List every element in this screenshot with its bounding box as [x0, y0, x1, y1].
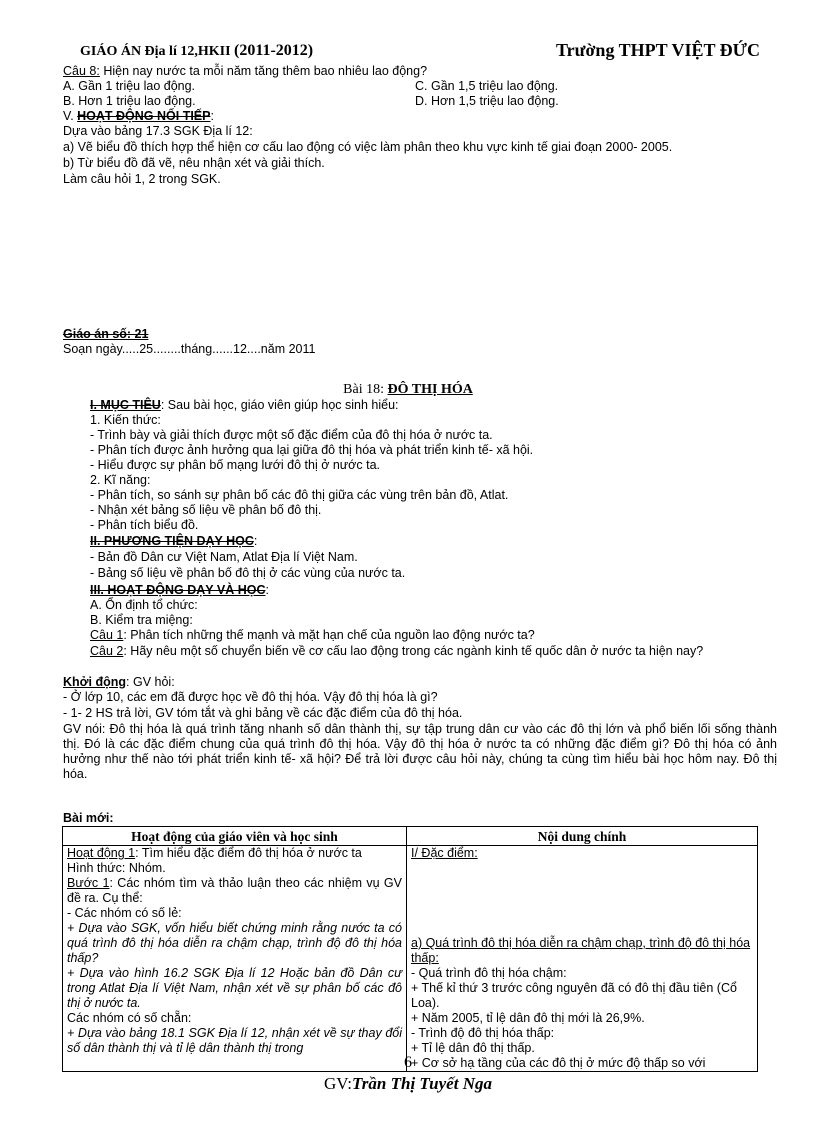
odd-group-task: + Dựa vào SGK, vốn hiểu biết chứng minh rằng nước ta có quá trình đô thị hóa diễn ra chậm chạp, trình độ đô thị hóa thấp?	[67, 921, 402, 965]
objectives-line: - Hiểu được sự phân bố mạng lưới đô thị ở nước ta.	[90, 458, 380, 472]
header-school: Trường THPT VIỆT ĐỨC	[556, 40, 760, 60]
new-lesson-label: Bài mới:	[63, 811, 114, 825]
content-spacer	[411, 861, 753, 936]
table-row	[63, 846, 758, 1072]
oral-question-2	[90, 644, 777, 659]
question-8-text: Hiện nay nước ta mỗi năm tăng thêm bao nhiêu lao động?	[99, 64, 428, 78]
objectives-heading	[90, 398, 399, 413]
next-activity-line: b) Từ biểu đồ đã vẽ, nêu nhận xét và giải thích.	[63, 156, 325, 170]
oral-question-1	[90, 628, 535, 643]
content-line: + Tỉ lệ dân đô thị thấp.	[411, 1041, 535, 1055]
equipment-colon: :	[253, 534, 258, 548]
objectives-line: - Phân tích, so sánh sự phân bố các đô thị giữa các vùng trên bản đồ, Atlat.	[90, 488, 509, 502]
table-header-activities: Hoạt động của giáo viên và học sinh	[63, 827, 407, 846]
warmup-title: Khởi động	[63, 675, 127, 689]
footer-prefix: GV:	[324, 1074, 353, 1093]
content-line: - Trình độ đô thị hóa thấp:	[411, 1026, 555, 1040]
activities-colon: :	[265, 583, 269, 597]
activities-line: B. Kiểm tra miệng:	[90, 613, 193, 627]
question-8	[63, 64, 427, 79]
activity-1	[67, 846, 402, 861]
warmup-line: - 1- 2 HS trả lời, GV tóm tắt và ghi bảng về các đặc điểm của đô thị hóa.	[63, 706, 463, 720]
next-activity-line: Làm câu hỏi 1, 2 trong SGK.	[63, 172, 221, 186]
teacher-signature: Trần Thị Tuyết Nga	[352, 1074, 492, 1093]
step-1-text: : Các nhóm tìm và thảo luận theo các nhiệm vụ GV đề ra. Cụ thể:	[67, 876, 402, 905]
activity-1-label: Hoạt động 1	[67, 846, 136, 860]
equipment-heading	[90, 534, 257, 549]
next-activity-line: Dựa vào bảng 17.3 SGK Địa lí 12:	[63, 124, 253, 138]
teacher-student-cell	[63, 846, 407, 1072]
objectives-line: 2. Kĩ năng:	[90, 473, 151, 487]
equipment-line: - Bản đồ Dân cư Việt Nam, Atlat Địa lí Việt Nam.	[90, 550, 358, 564]
content-subheading-a: a) Quá trình đô thị hóa diễn ra chậm chạp, trình độ đô thị hóa thấp:	[411, 936, 751, 965]
odd-groups-label: - Các nhóm có số lẻ:	[67, 906, 182, 920]
objectives-title: I. MỤC TIÊU	[90, 398, 161, 412]
content-line: - Quá trình đô thị hóa chậm:	[411, 966, 567, 980]
content-heading: I/ Đặc điểm:	[411, 846, 478, 860]
table-header-content: Nội dung chính	[407, 827, 758, 846]
page-footer	[0, 1074, 816, 1094]
teacher-intro-paragraph: GV nói: Đô thị hóa là quá trình tăng nhanh số dân thành thị, sự tập trung dân cư vào các đô thị lớn và phổ biến lối sống thành thị. Đó là các đặc điểm chung của quá trình đô thị hóa. Vậy đô thị hóa ở nước ta có những đặc điểm gì? Đô thị hóa có ảnh hưởng như thế nào tới phát triển kinh tế- xã hội? Để trả lời được câu hỏi này, chúng ta cùng tìm hiểu bài học hôm nay. Đô thị hóa.	[63, 722, 777, 781]
objectives-line: 1. Kiến thức:	[90, 413, 161, 427]
next-activity-prefix: V.	[63, 109, 78, 123]
table-header-row	[63, 827, 758, 846]
option-c: C. Gần 1,5 triệu lao động.	[415, 79, 559, 93]
lesson-title-prefix: Bài 18:	[343, 382, 388, 397]
content-line: + Năm 2005, tỉ lệ dân đô thị mới là 26,9%.	[411, 1011, 645, 1025]
equipment-title: II. PHƯƠNG TIỆN DẠY HỌC	[90, 534, 254, 548]
header-year: (2011-2012)	[234, 42, 314, 59]
activity-form: Hình thức: Nhóm.	[67, 861, 166, 875]
step-1	[67, 876, 402, 906]
activities-heading	[90, 583, 269, 598]
activities-title: III. HOẠT ĐỘNG DẠY VÀ HỌC	[90, 583, 266, 597]
main-content-cell	[407, 846, 758, 1072]
lesson-plan-number: Giáo án số: 21	[63, 327, 149, 341]
content-line: + Thế kỉ thứ 3 trước công nguyên đã có đô thị đầu tiên (Cổ Loa).	[411, 981, 737, 1010]
activity-1-text: : Tìm hiểu đặc điểm đô thị hóa ở nước ta	[135, 846, 362, 860]
oral-question-2-text: : Hãy nêu một số chuyển biến về cơ cấu lao động trong các ngành kinh tế quốc dân ở nước ta hiện nay?	[123, 644, 704, 658]
oral-question-1-label: Câu 1	[90, 628, 124, 642]
next-activity-heading	[63, 109, 214, 124]
warmup-heading	[63, 675, 175, 690]
lesson-plan-date: Soạn ngày.....25........tháng......12....năm 2011	[63, 342, 316, 356]
activities-line: A. Ổn định tổ chức:	[90, 598, 198, 612]
objectives-line: - Phân tích biểu đồ.	[90, 518, 199, 532]
lesson-title	[0, 382, 816, 398]
odd-group-task: + Dựa vào hình 16.2 SGK Địa lí 12 Hoặc bản đồ Dân cư trong Atlat Địa lí Việt Nam, nhận xét về sự phân bố các đô thị ở nước ta.	[67, 966, 402, 1010]
page-header	[80, 40, 760, 62]
option-d: D. Hơn 1,5 triệu lao động.	[415, 94, 559, 108]
step-1-label: Bước 1	[67, 876, 110, 890]
objectives-line: - Phân tích được ảnh hưởng qua lại giữa đô thị hóa và phát triển kinh tế- xã hội.	[90, 443, 534, 457]
header-subject: GIÁO ÁN Địa lí 12,HKII	[80, 44, 235, 59]
oral-question-2-label: Câu 2	[90, 644, 124, 658]
warmup-prompt: : GV hỏi:	[126, 675, 175, 689]
option-a: A. Gần 1 triệu lao động.	[63, 79, 196, 93]
warmup-line: - Ở lớp 10, các em đã được học về đô thị hóa. Vậy đô thị hóa là gì?	[63, 690, 438, 704]
lesson-title-name: ĐÔ THỊ HÓA	[387, 382, 473, 397]
equipment-line: - Bảng số liệu về phân bố đô thị ở các vùng của nước ta.	[90, 566, 406, 580]
even-groups-label: Các nhóm có số chẵn:	[67, 1011, 192, 1025]
objectives-line: - Trình bày và giải thích được một số đặc điểm của đô thị hóa ở nước ta.	[90, 428, 493, 442]
content-line: + Cơ sở hạ tầng của các đô thị ở mức độ thấp so với	[411, 1056, 706, 1070]
lesson-table	[62, 826, 758, 1072]
oral-question-1-text: : Phân tích những thế mạnh và mặt hạn chế của nguồn lao động nước ta?	[123, 628, 535, 642]
option-b: B. Hơn 1 triệu lao động.	[63, 94, 196, 108]
question-8-label: Câu 8:	[63, 64, 100, 78]
next-activity-title: HOẠT ĐỘNG NỐI TIẾP	[77, 109, 211, 123]
next-activity-colon: :	[210, 109, 214, 123]
even-group-task: + Dựa vào bảng 18.1 SGK Địa lí 12, nhận xét về sự thay đổi số dân thành thị và tỉ lệ dân thành thị trong	[67, 1026, 402, 1055]
objectives-line: - Nhận xét bảng số liệu về phân bố đô thị.	[90, 503, 322, 517]
header-title	[80, 42, 313, 60]
page-number: 6	[404, 1054, 412, 1071]
next-activity-line: a) Vẽ biểu đồ thích hợp thể hiện cơ cấu lao động có việc làm phân theo khu vực kinh tế giai đoạn 2000- 2005.	[63, 140, 673, 154]
objectives-intro: : Sau bài học, giáo viên giúp học sinh hiểu:	[160, 398, 399, 412]
